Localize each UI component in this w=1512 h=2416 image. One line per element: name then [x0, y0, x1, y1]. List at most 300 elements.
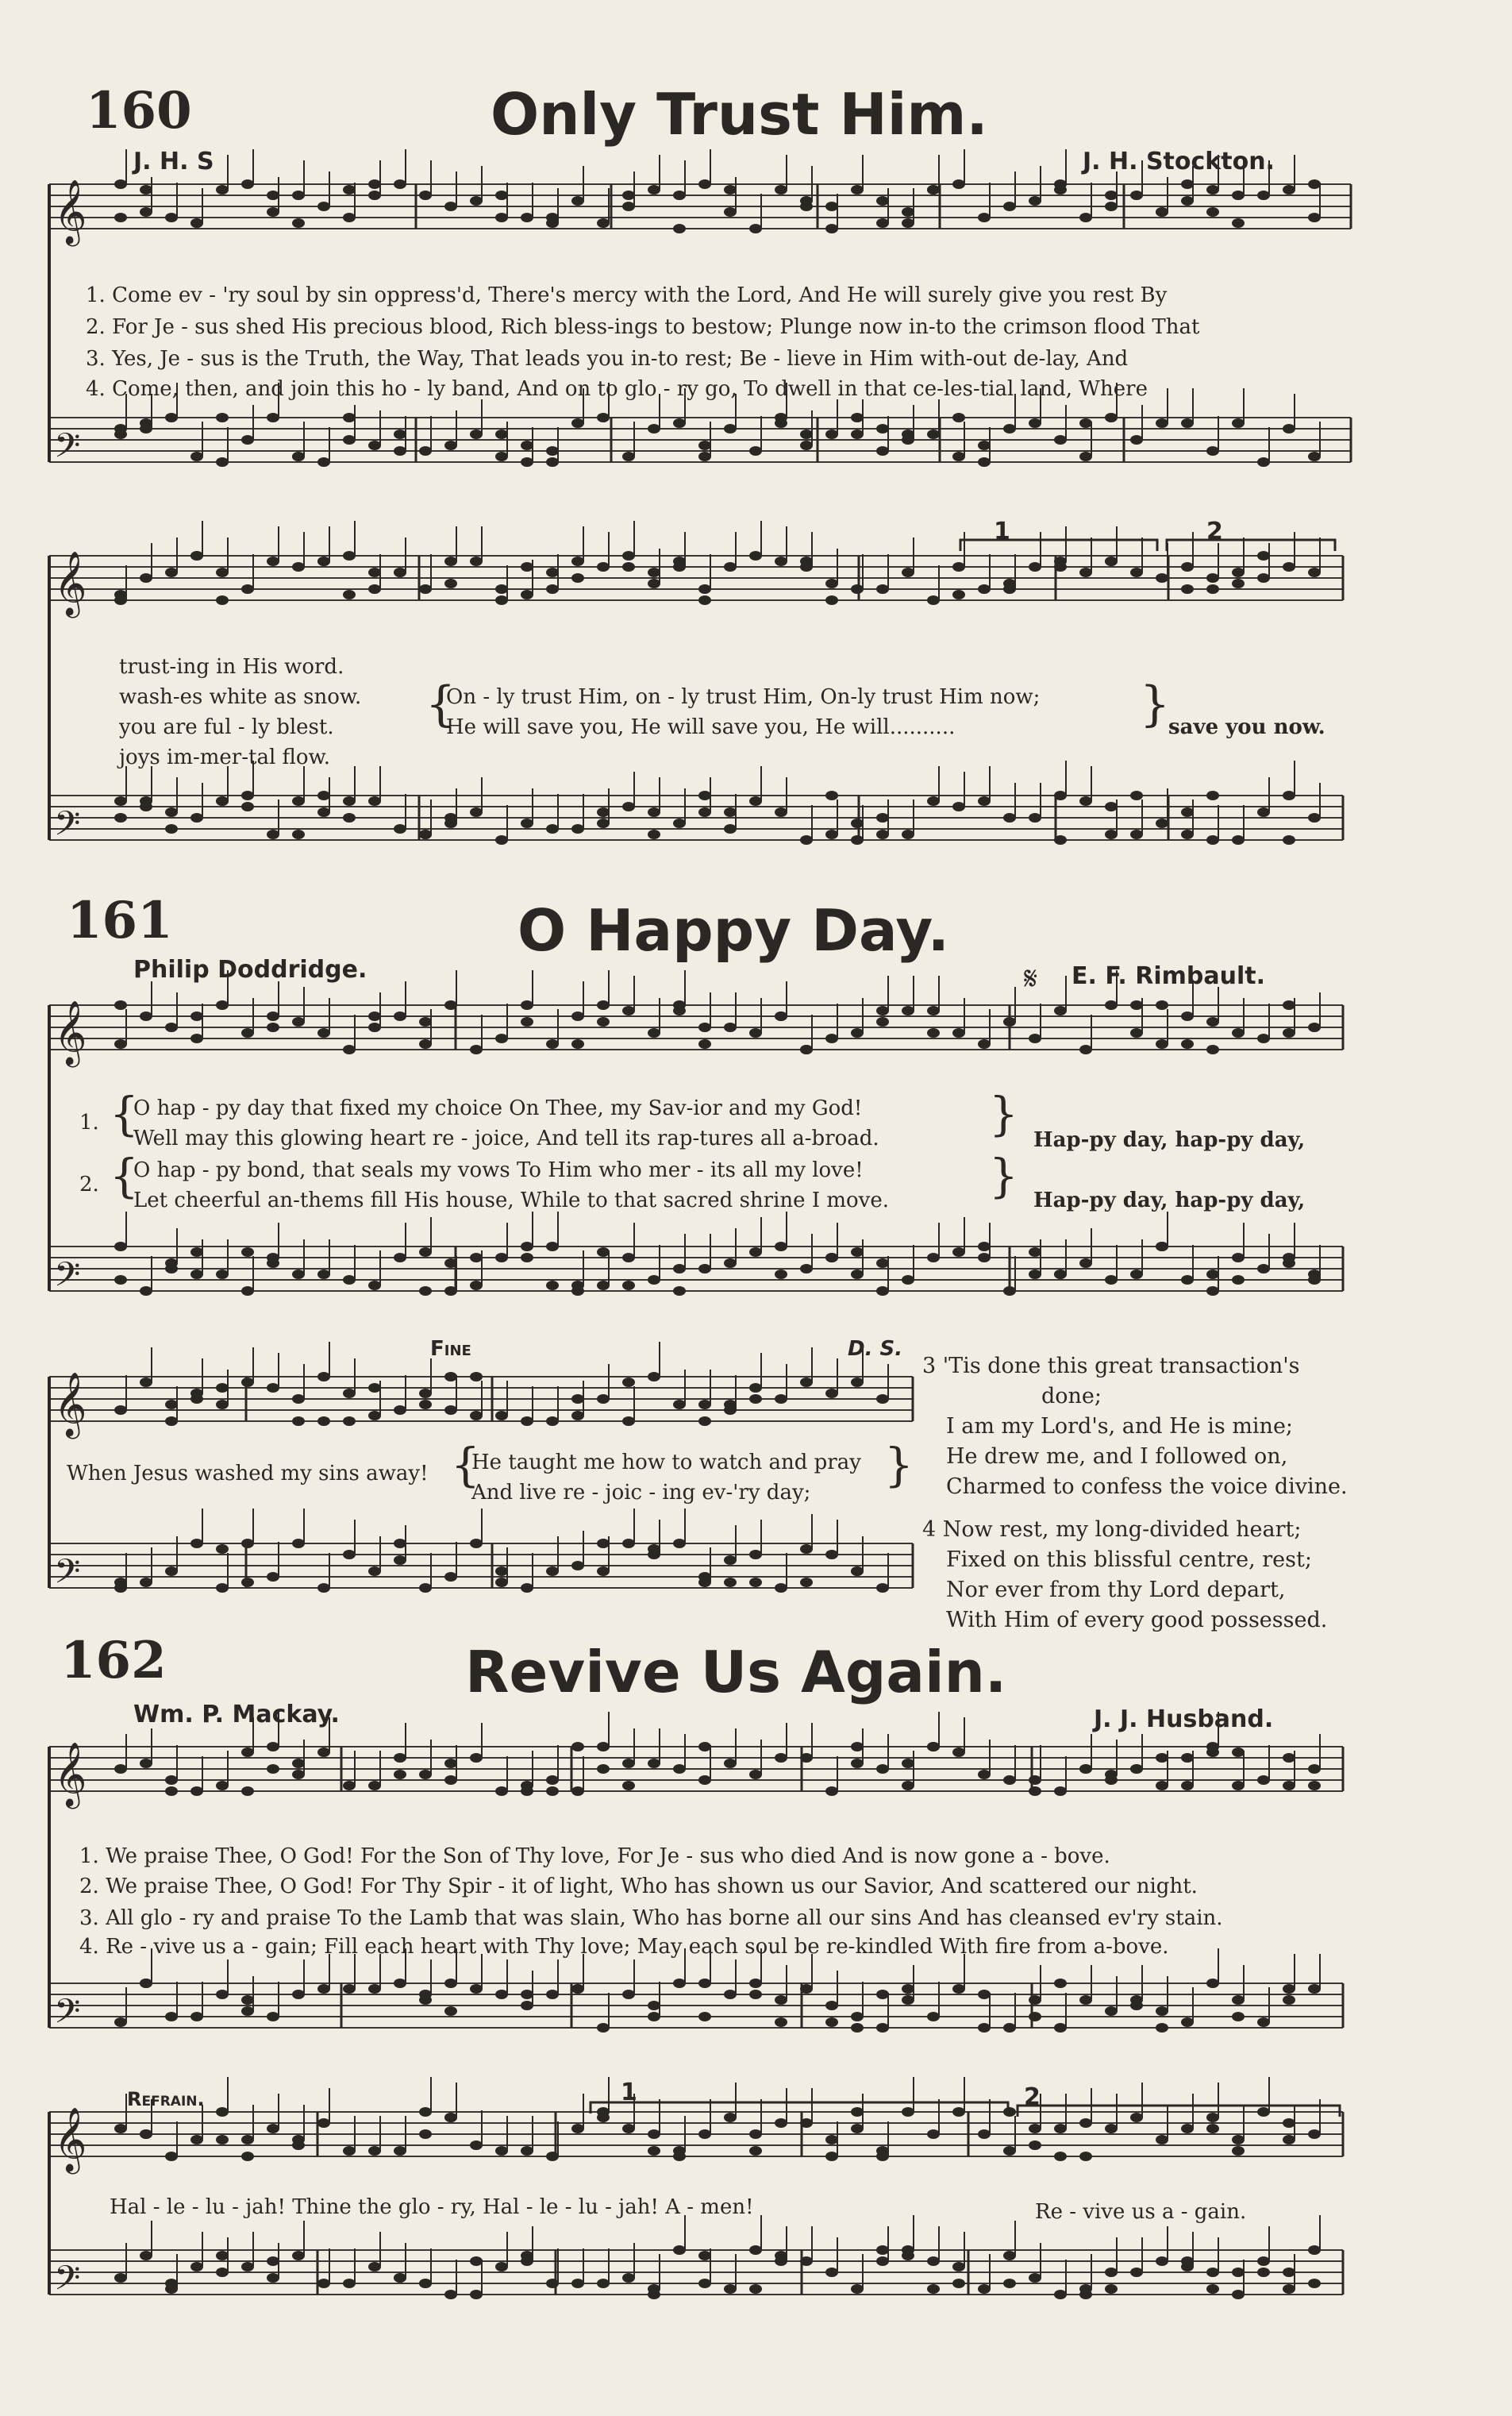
- note-head: [1029, 1270, 1041, 1279]
- note-head: [1003, 1775, 1016, 1785]
- note-head: [190, 1394, 203, 1404]
- note-head: [1079, 2118, 1092, 2128]
- note-head: [292, 1759, 305, 1768]
- note-head: [698, 2251, 711, 2260]
- note-head: [343, 413, 356, 422]
- note-head: [546, 824, 559, 834]
- note-head: [851, 2012, 864, 2021]
- note-head: [698, 452, 711, 461]
- ending-2-label: 2: [1024, 2083, 1041, 2111]
- note-head: [394, 2273, 406, 2283]
- note-head: [749, 2245, 762, 2255]
- treble-clef-icon: 𝄞: [54, 550, 87, 615]
- note-head: [267, 1572, 279, 1582]
- verse-line: Charmed to confess the voice divine.: [946, 1474, 1348, 1499]
- note-head: [698, 1742, 711, 1751]
- note-head: [1181, 830, 1194, 839]
- note-head: [546, 1775, 559, 1785]
- note-head: [1156, 207, 1168, 217]
- note-head: [292, 191, 305, 200]
- note-head: [1308, 1270, 1321, 1279]
- note-head: [470, 1281, 483, 1290]
- note-head: [597, 1566, 610, 1576]
- verse-line: Fixed on this blissful centre, rest;: [946, 1547, 1312, 1572]
- note-head: [343, 1389, 356, 1398]
- verse-line: With Him of every good possessed.: [946, 1608, 1328, 1632]
- note-head: [1003, 424, 1016, 433]
- note-head: [1232, 2012, 1245, 2021]
- note-head: [241, 1578, 254, 1587]
- note-head: [165, 568, 178, 577]
- note-head: [902, 1984, 914, 1994]
- note-head: [1003, 579, 1016, 588]
- note-head: [419, 1389, 432, 1398]
- note-head: [1130, 2113, 1143, 2122]
- note-head: [267, 1023, 279, 1032]
- note-head: [419, 2129, 432, 2139]
- note-head: [952, 802, 965, 811]
- note-head: [1105, 2124, 1118, 2133]
- brace: }: [989, 1087, 1018, 1141]
- note-head: [1206, 2268, 1219, 2277]
- note-head: [1079, 452, 1092, 461]
- note-head: [140, 573, 152, 583]
- note-head: [241, 1539, 254, 1548]
- note-head: [394, 446, 406, 456]
- note-head: [1003, 202, 1016, 211]
- note-head: [546, 457, 559, 467]
- note-head: [927, 1253, 940, 1262]
- note-head: [800, 441, 813, 450]
- note-head: [597, 218, 610, 228]
- note-head: [876, 424, 889, 433]
- note-head: [1308, 2245, 1321, 2255]
- note-head: [698, 179, 711, 189]
- note-head: [902, 830, 914, 839]
- note-head: [216, 2268, 229, 2277]
- note-head: [216, 2135, 229, 2144]
- bass-clef-icon: 𝄢: [54, 2259, 81, 2306]
- note-head: [1206, 1979, 1219, 1988]
- note-head: [165, 1775, 178, 1785]
- note-head: [1257, 2017, 1270, 2027]
- note-head: [724, 824, 737, 834]
- note-head: [876, 1006, 889, 1015]
- note-head: [140, 2129, 152, 2139]
- note-head: [495, 1566, 508, 1576]
- note-head: [114, 590, 127, 599]
- note-head: [190, 1539, 203, 1548]
- refrain-end: Re - vive us a - gain.: [1035, 2200, 1247, 2224]
- note-head: [165, 824, 178, 834]
- note-head: [597, 2023, 610, 2033]
- note-head: [825, 2135, 838, 2144]
- note-head: [1003, 813, 1016, 823]
- note-head: [1105, 1000, 1118, 1010]
- note-head: [749, 446, 762, 456]
- note-head: [317, 557, 330, 566]
- note-head: [698, 1023, 711, 1032]
- note-head: [622, 562, 635, 572]
- note-head: [317, 202, 330, 211]
- note-head: [851, 835, 864, 845]
- note-head: [521, 1786, 533, 1796]
- verse-line: 4 Now rest, my long-divided heart;: [922, 1517, 1302, 1542]
- note-head: [241, 1286, 254, 1296]
- note-head: [876, 2245, 889, 2255]
- note-head: [190, 1270, 203, 1279]
- note-head: [114, 1242, 127, 1251]
- note-head: [597, 819, 610, 828]
- note-head: [571, 2279, 584, 2288]
- note-head: [622, 202, 635, 211]
- note-head: [140, 2251, 152, 2260]
- note-head: [749, 1383, 762, 1393]
- note-head: [546, 2152, 559, 2161]
- note-head: [1003, 2107, 1016, 2117]
- note-head: [876, 1583, 889, 1593]
- note-head: [419, 1017, 432, 1027]
- brace: {: [110, 1087, 139, 1141]
- note-head: [495, 584, 508, 594]
- note-head: [876, 584, 889, 594]
- note-head: [521, 441, 533, 450]
- note-head: [1206, 1747, 1219, 1757]
- note-head: [978, 1770, 991, 1779]
- note-head: [470, 2256, 483, 2266]
- note-head: [851, 430, 864, 439]
- note-head: [419, 1286, 432, 1296]
- note-head: [978, 457, 991, 467]
- note-head: [698, 595, 711, 605]
- note-head: [825, 1034, 838, 1043]
- note-head: [851, 819, 864, 828]
- note-head: [902, 2107, 914, 2117]
- note-head: [114, 1039, 127, 1049]
- verse-line: 2. For Je - sus shed His precious blood, Rich bless-ings to bestow; Plunge now in-to the crimson flood That: [86, 315, 1200, 339]
- verse-line: 3. Yes, Je - sus is the Truth, the Way, That leads you in-to rest; Be - lieve in Him with-out de-lay, And: [86, 347, 1129, 371]
- note-head: [1283, 2284, 1295, 2294]
- note-head: [1105, 802, 1118, 811]
- note-head: [698, 1775, 711, 1785]
- note-head: [952, 1984, 965, 1994]
- note-head: [825, 1389, 838, 1398]
- note-head: [419, 1400, 432, 1409]
- note-head: [571, 557, 584, 566]
- note-head: [190, 2135, 203, 2144]
- note-head: [216, 1400, 229, 1409]
- note-head: [1105, 2006, 1118, 2016]
- note-head: [1283, 1258, 1295, 1268]
- note-head: [444, 1572, 457, 1582]
- note-head: [216, 1990, 229, 1999]
- note-head: [343, 185, 356, 195]
- note-head: [1181, 1011, 1194, 1021]
- note-head: [1257, 2268, 1270, 2277]
- note-head: [648, 424, 660, 433]
- note-head: [597, 1539, 610, 1548]
- note-head: [876, 2256, 889, 2266]
- note-head: [495, 430, 508, 439]
- note-head: [622, 1378, 635, 1387]
- note-head: [216, 1383, 229, 1393]
- note-head: [267, 1742, 279, 1751]
- note-head: [317, 1747, 330, 1757]
- note-head: [1079, 418, 1092, 428]
- note-head: [1130, 1764, 1143, 1774]
- note-head: [368, 1984, 381, 1994]
- note-head: [444, 2290, 457, 2299]
- note-head: [1029, 813, 1041, 823]
- note-head: [419, 584, 432, 594]
- note-head: [902, 1275, 914, 1285]
- note-head: [343, 2146, 356, 2156]
- note-head: [216, 2251, 229, 2260]
- note-head: [952, 2107, 965, 2117]
- note-head: [902, 1759, 914, 1768]
- note-head: [470, 1372, 483, 1381]
- note-head: [775, 1011, 787, 1021]
- note-head: [927, 1028, 940, 1038]
- note-head: [317, 1028, 330, 1038]
- note-head: [1257, 2256, 1270, 2266]
- note-head: [1130, 1000, 1143, 1010]
- note-head: [698, 1979, 711, 1988]
- note-head: [1283, 1028, 1295, 1038]
- note-head: [394, 2146, 406, 2156]
- note-head: [343, 796, 356, 806]
- note-head: [444, 441, 457, 450]
- note-head: [648, 2129, 660, 2139]
- note-head: [267, 830, 279, 839]
- note-head: [1054, 1270, 1067, 1279]
- note-head: [1206, 1017, 1219, 1027]
- note-head: [1130, 1270, 1143, 1279]
- note-head: [114, 1764, 127, 1774]
- note-head: [394, 568, 406, 577]
- note-head: [597, 807, 610, 817]
- note-head: [978, 1242, 991, 1251]
- note-head: [876, 1258, 889, 1268]
- treble-clef-icon: 𝄞: [54, 179, 87, 244]
- note-head: [1105, 1275, 1118, 1285]
- note-head: [597, 2113, 610, 2122]
- verse-line: O hap - py bond, that seals my vows To Him who mer - its all my love!: [133, 1158, 864, 1182]
- note-head: [1206, 1045, 1219, 1054]
- note-head: [419, 1247, 432, 1257]
- note-head: [343, 1984, 356, 1994]
- note-head: [597, 562, 610, 572]
- note-head: [571, 1984, 584, 1994]
- note-head: [597, 413, 610, 422]
- note-head: [1029, 2273, 1041, 2283]
- note-head: [749, 1394, 762, 1404]
- note-head: [1130, 435, 1143, 445]
- note-head: [1308, 568, 1321, 577]
- note-head: [825, 224, 838, 233]
- note-head: [749, 1770, 762, 1779]
- brace: }: [1140, 676, 1171, 732]
- note-head: [1232, 2135, 1245, 2144]
- note-head: [749, 796, 762, 806]
- note-head: [165, 1023, 178, 1032]
- note-head: [1308, 1023, 1321, 1032]
- note-head: [952, 1247, 965, 1257]
- note-head: [292, 1990, 305, 1999]
- note-head: [292, 2251, 305, 2260]
- refrain-line: Hal - le - lu - jah! Thine the glo - ry, Hal - le - lu - jah! A - men!: [110, 2195, 754, 2219]
- note-head: [978, 584, 991, 594]
- note-head: [368, 1023, 381, 1032]
- note-head: [698, 2012, 711, 2021]
- note-head: [825, 202, 838, 211]
- note-head: [267, 2012, 279, 2021]
- treble-clef-icon: 𝄞: [54, 1371, 87, 1436]
- note-head: [495, 595, 508, 605]
- note-head: [724, 1023, 737, 1032]
- note-head: [241, 435, 254, 445]
- ending-1-label: 1: [994, 518, 1010, 545]
- note-head: [597, 1764, 610, 1774]
- note-head: [241, 584, 254, 594]
- note-head: [546, 1566, 559, 1576]
- note-head: [927, 796, 940, 806]
- hymn-number: 161: [67, 891, 173, 950]
- note-head: [444, 579, 457, 588]
- note-head: [952, 590, 965, 599]
- note-head: [648, 807, 660, 817]
- hymn-title: Revive Us Again.: [465, 1639, 1007, 1705]
- note-head: [368, 2262, 381, 2272]
- note-head: [1308, 179, 1321, 189]
- note-head: [571, 1786, 584, 1796]
- note-head: [927, 2256, 940, 2266]
- note-head: [317, 1416, 330, 1426]
- note-head: [825, 430, 838, 439]
- note-head: [571, 1411, 584, 1420]
- note-head: [114, 1578, 127, 1587]
- note-head: [648, 2146, 660, 2156]
- note-head: [927, 430, 940, 439]
- note-head: [1156, 573, 1168, 583]
- note-head: [775, 1995, 787, 2005]
- words-credit: Wm. P. Mackay.: [133, 1701, 340, 1728]
- note-head: [902, 218, 914, 228]
- note-head: [571, 196, 584, 206]
- note-head: [1283, 2118, 1295, 2128]
- note-head: [749, 224, 762, 233]
- note-head: [368, 1566, 381, 1576]
- note-head: [1206, 207, 1219, 217]
- note-head: [114, 430, 127, 439]
- bass-clef-icon: 𝄢: [54, 1552, 81, 1600]
- note-head: [775, 2251, 787, 2260]
- note-head: [190, 1011, 203, 1021]
- note-head: [495, 835, 508, 845]
- note-head: [394, 1011, 406, 1021]
- note-head: [114, 1000, 127, 1010]
- note-head: [622, 452, 635, 461]
- note-head: [1105, 2284, 1118, 2294]
- note-head: [673, 418, 686, 428]
- note-head: [851, 2107, 864, 2117]
- note-head: [571, 573, 584, 583]
- note-head: [978, 2129, 991, 2139]
- note-head: [775, 807, 787, 817]
- note-head: [190, 551, 203, 561]
- note-head: [1283, 791, 1295, 800]
- note-head: [241, 1247, 254, 1257]
- note-head: [1283, 1984, 1295, 1994]
- note-head: [1003, 2023, 1016, 2033]
- note-head: [1054, 1786, 1067, 1796]
- bass-clef-icon: 𝄢: [54, 1255, 81, 1303]
- note-head: [140, 1378, 152, 1387]
- note-head: [1308, 1984, 1321, 1994]
- note-head: [343, 1275, 356, 1285]
- verse-line: 2. We praise Thee, O God! For Thy Spir - it of light, Who has shown us our Savior, And scattered our night.: [79, 1875, 1198, 1898]
- note-head: [978, 796, 991, 806]
- verse-line: Let cheerful an-thems fill His house, While to that sacred shrine I move.: [133, 1189, 889, 1212]
- note-head: [698, 1416, 711, 1426]
- note-head: [1206, 791, 1219, 800]
- note-head: [394, 179, 406, 189]
- note-head: [876, 196, 889, 206]
- note-head: [673, 1006, 686, 1015]
- note-head: [749, 1578, 762, 1587]
- note-head: [698, 1400, 711, 1409]
- note-head: [851, 1378, 864, 1387]
- note-head: [1283, 185, 1295, 195]
- verse-line: I am my Lord's, and He is mine;: [946, 1414, 1294, 1439]
- verse-line: done;: [1041, 1384, 1102, 1408]
- note-head: [698, 441, 711, 450]
- note-head: [1003, 2146, 1016, 2156]
- note-head: [1257, 2107, 1270, 2117]
- note-head: [1206, 835, 1219, 845]
- note-head: [1181, 2124, 1194, 2133]
- verse-line: When Jesus washed my sins away!: [67, 1462, 429, 1485]
- note-head: [927, 2129, 940, 2139]
- verse-continuation: you are ful - ly blest.: [119, 715, 334, 739]
- note-head: [343, 590, 356, 599]
- note-head: [419, 446, 432, 456]
- note-head: [571, 824, 584, 834]
- brace: {: [425, 676, 456, 732]
- note-head: [851, 185, 864, 195]
- note-head: [1181, 1275, 1194, 1285]
- note-head: [241, 2006, 254, 2016]
- note-head: [597, 2279, 610, 2288]
- note-head: [622, 1006, 635, 1015]
- note-head: [648, 2012, 660, 2021]
- note-head: [495, 2262, 508, 2272]
- ending-1-label: 1: [621, 2079, 637, 2106]
- note-head: [902, 207, 914, 217]
- note-head: [571, 1561, 584, 1570]
- note-head: [724, 2113, 737, 2122]
- note-head: [1308, 2279, 1321, 2288]
- note-head: [470, 807, 483, 817]
- note-head: [1079, 568, 1092, 577]
- note-head: [825, 595, 838, 605]
- note-head: [851, 413, 864, 422]
- note-head: [216, 1583, 229, 1593]
- note-head: [1181, 179, 1194, 189]
- verse-3-block: [922, 1351, 1348, 1502]
- note-head: [1206, 2124, 1219, 2133]
- note-head: [902, 1995, 914, 2005]
